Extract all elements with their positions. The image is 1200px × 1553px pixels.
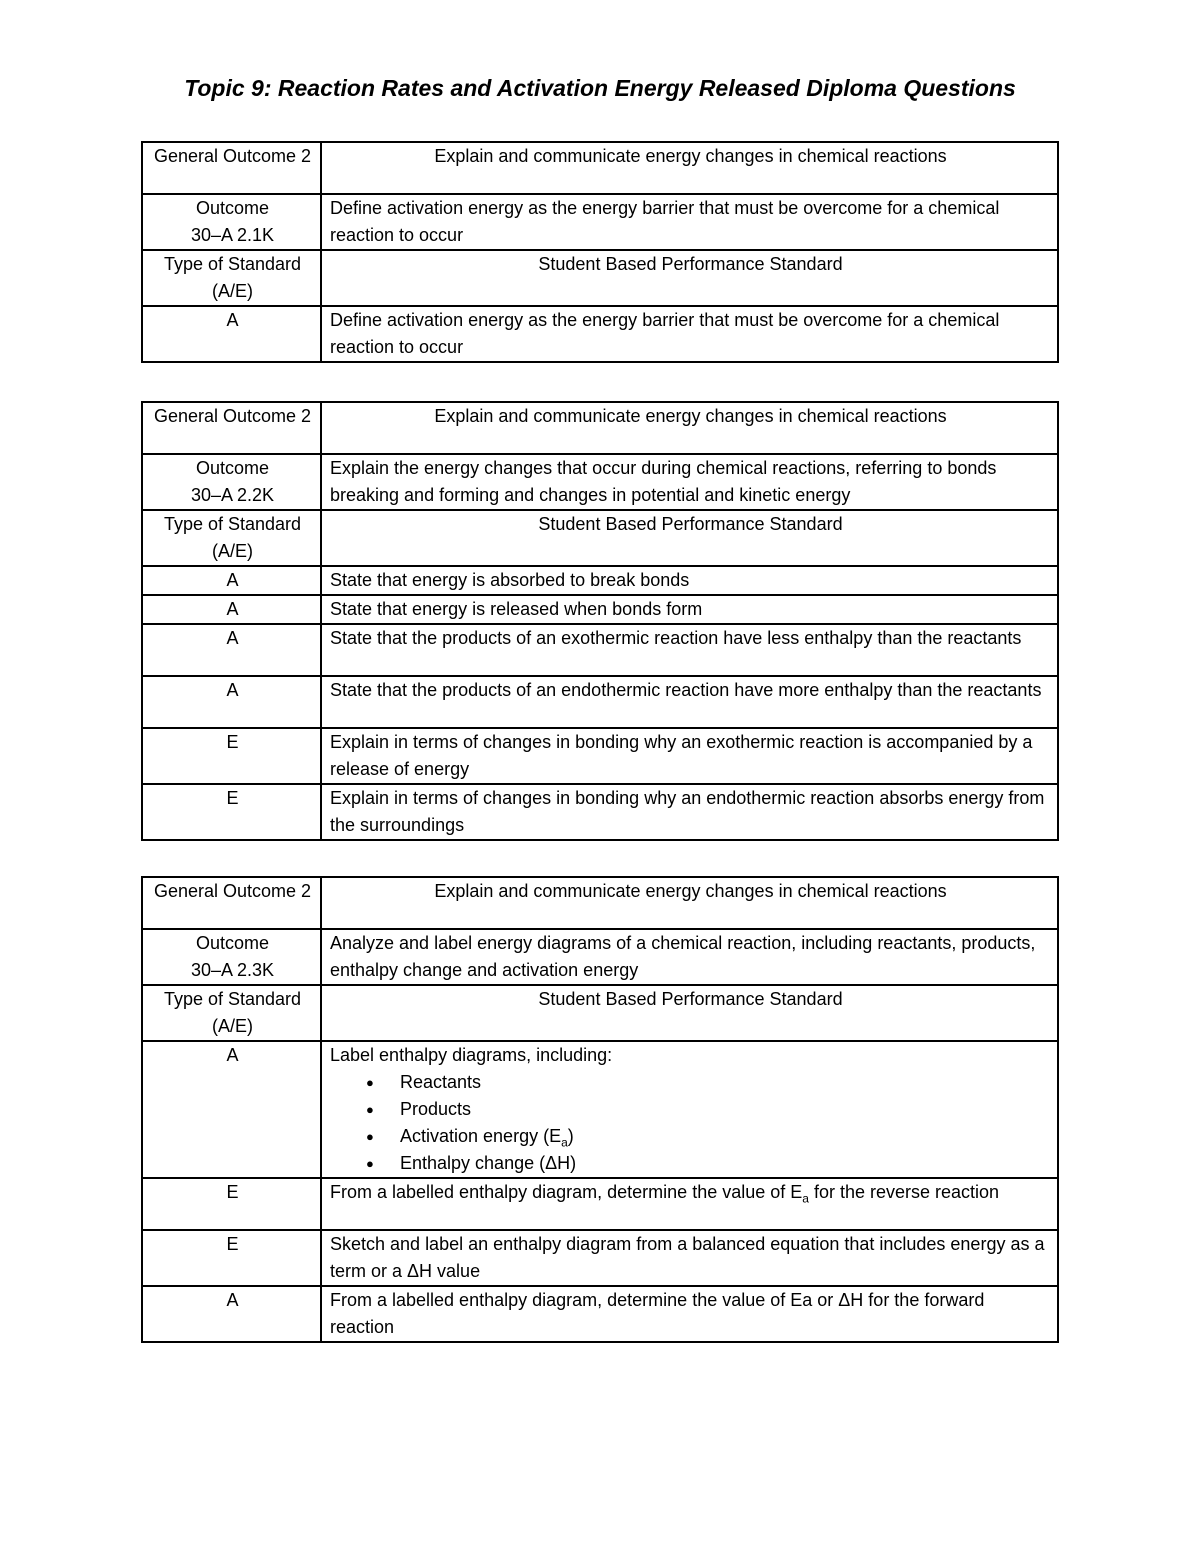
- list-item: [400, 1096, 1051, 1123]
- standard-type: A: [142, 1041, 321, 1178]
- type-of-standard-label: Type of Standard (A/E): [142, 250, 321, 306]
- outcome-table-2-1k: [141, 141, 1059, 363]
- standard-text-end: for the reverse reaction: [808, 1182, 1000, 1202]
- standard-text: State that energy is released when bonds form: [321, 595, 1058, 624]
- performance-standard-header: Student Based Performance Standard: [321, 510, 1058, 566]
- outcome-label: Outcome: [195, 458, 270, 478]
- table-row: [142, 1041, 1058, 1178]
- general-outcome-label: General Outcome 2: [142, 877, 321, 929]
- type-of-standard-label: Type of Standard (A/E): [142, 510, 321, 566]
- standard-type: E: [142, 1230, 321, 1286]
- general-outcome-text: Explain and communicate energy changes in chemical reactions: [321, 142, 1058, 194]
- table-row: [142, 566, 1058, 595]
- table-row: [142, 676, 1058, 728]
- standard-type: A: [142, 1286, 321, 1342]
- standard-text: State that the products of an exothermic reaction have less enthalpy than the reactants: [321, 624, 1058, 676]
- general-outcome-label: General Outcome 2: [142, 142, 321, 194]
- table-row: [142, 306, 1058, 362]
- bullet-text: Enthalpy change (ΔH): [400, 1153, 577, 1173]
- standard-text: Label enthalpy diagrams, including:: [330, 1045, 613, 1065]
- table-row: [142, 624, 1058, 676]
- standard-text: Explain in terms of changes in bonding why an endothermic reaction absorbs energy from the surroundings: [321, 784, 1058, 840]
- outcome-code: 30–A 2.2K: [190, 485, 275, 505]
- outcome-text: Define activation energy as the energy barrier that must be overcome for a chemical reaction to occur: [321, 194, 1058, 250]
- list-item: [400, 1123, 1051, 1150]
- standard-text: Sketch and label an enthalpy diagram from a balanced equation that includes energy as a term or a ΔH value: [321, 1230, 1058, 1286]
- table-row: [142, 1178, 1058, 1230]
- outcome-table-2-3k: [141, 876, 1059, 1343]
- standard-text-cell: [321, 1041, 1058, 1178]
- table-row: [142, 595, 1058, 624]
- bullet-text-close: ): [567, 1126, 574, 1146]
- subscript-a: a: [802, 1191, 809, 1206]
- standard-type: A: [142, 306, 321, 362]
- standard-text: Define activation energy as the energy barrier that must be overcome for a chemical reaction to occur: [321, 306, 1058, 362]
- page-title: Topic 9: Reaction Rates and Activation Energy Released Diploma Questions: [184, 75, 1016, 101]
- standard-type: A: [142, 624, 321, 676]
- bullet-list: [330, 1069, 1051, 1177]
- bullet-text: Activation energy (E: [400, 1126, 562, 1146]
- bullet-text: Products: [400, 1099, 472, 1119]
- general-outcome-text: Explain and communicate energy changes in chemical reactions: [321, 402, 1058, 454]
- performance-standard-header: Student Based Performance Standard: [321, 985, 1058, 1041]
- list-item: [400, 1150, 1051, 1177]
- outcome-label-cell: [142, 454, 321, 510]
- subscript-a: a: [561, 1135, 568, 1150]
- outcome-label: Outcome: [195, 933, 270, 953]
- standard-text: From a labelled enthalpy diagram, determine the value of Ea or ΔH for the forward reaction: [321, 1286, 1058, 1342]
- standard-type: E: [142, 784, 321, 840]
- standard-type: A: [142, 595, 321, 624]
- standard-text: State that energy is absorbed to break bonds: [321, 566, 1058, 595]
- standard-text: State that the products of an endothermic reaction have more enthalpy than the reactants: [321, 676, 1058, 728]
- table-row: [142, 1286, 1058, 1342]
- standard-type: A: [142, 676, 321, 728]
- standard-text: From a labelled enthalpy diagram, determine the value of E: [330, 1182, 803, 1202]
- outcome-label: Outcome: [195, 198, 270, 218]
- general-outcome-label: General Outcome 2: [142, 402, 321, 454]
- standard-type: E: [142, 728, 321, 784]
- outcome-text: Explain the energy changes that occur during chemical reactions, referring to bonds breaking and forming and changes in potential and kinetic energy: [321, 454, 1058, 510]
- standard-type: E: [142, 1178, 321, 1230]
- standard-text: Explain in terms of changes in bonding why an exothermic reaction is accompanied by a release of energy: [321, 728, 1058, 784]
- outcome-text: Analyze and label energy diagrams of a chemical reaction, including reactants, products, enthalpy change and activation energy: [321, 929, 1058, 985]
- standard-text-cell: [321, 1178, 1058, 1230]
- outcome-label-cell: [142, 929, 321, 985]
- table-row: [142, 728, 1058, 784]
- general-outcome-text: Explain and communicate energy changes in chemical reactions: [321, 877, 1058, 929]
- performance-standard-header: Student Based Performance Standard: [321, 250, 1058, 306]
- list-item: [400, 1069, 1051, 1096]
- table-row: [142, 1230, 1058, 1286]
- outcome-label-cell: [142, 194, 321, 250]
- outcome-code: 30–A 2.3K: [190, 960, 275, 980]
- outcome-table-2-2k: [141, 401, 1059, 841]
- outcome-code: 30–A 2.1K: [190, 225, 275, 245]
- table-row: [142, 784, 1058, 840]
- type-of-standard-label: Type of Standard (A/E): [142, 985, 321, 1041]
- standard-type: A: [142, 566, 321, 595]
- bullet-text: Reactants: [400, 1072, 482, 1092]
